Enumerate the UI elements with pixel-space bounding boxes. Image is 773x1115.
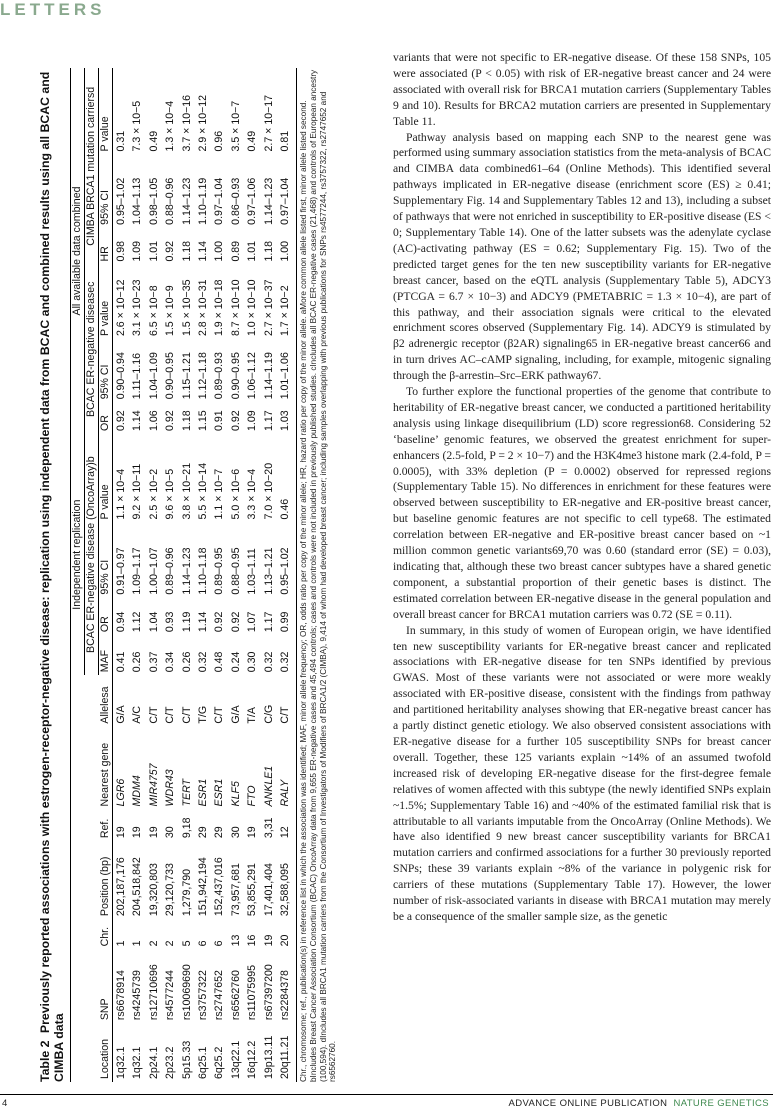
table-cell: 16q12.2 [246, 1040, 259, 1079]
page-footer [0, 1098, 773, 1112]
column-header: HR [99, 228, 113, 265]
table-cell: 0.24 [229, 651, 242, 673]
table-cell: 0.96 [213, 130, 226, 152]
table-cell: 1.00 [279, 240, 292, 262]
table-cell: 2.7 × 10−37 [262, 279, 275, 337]
table-cell: 0.92 [164, 410, 177, 431]
table-cell: 0.99 [279, 611, 292, 633]
table-cell: rs3757322 [197, 970, 210, 1021]
table-body [113, 68, 294, 1082]
group-independent: Independent replication [71, 434, 85, 675]
column-header: Chr. [99, 919, 113, 949]
table-cell: 0.32 [279, 651, 292, 673]
table-cell: C/T [279, 706, 292, 724]
table-cell: 73,957,681 [229, 863, 242, 917]
table-cell: 0.41 [115, 651, 127, 673]
table-cell: 0.90–0.94 [115, 352, 127, 400]
table-cell: ESR1 [197, 778, 210, 807]
column-header-row [99, 68, 113, 1082]
table-cell: 1.00 [213, 240, 226, 262]
table-cell: 0.89–0.95 [213, 547, 226, 595]
table-cell: rs4577244 [164, 970, 177, 1021]
table-cell: C/T [180, 706, 193, 724]
column-header: 95% CI [99, 339, 113, 402]
table-cell: 1.11–1.16 [131, 352, 144, 400]
table-cell: 6.5 × 10−8 [147, 285, 160, 337]
table-cell: 0.32 [262, 651, 275, 673]
table-cell: rs67397200 [262, 964, 275, 1021]
table-cell: 0.97–1.04 [213, 177, 226, 225]
table-cell: 7.0 × 10−20 [262, 462, 275, 520]
rotated-table [30, 60, 380, 1090]
table-cell: 1.5 × 10−35 [180, 279, 193, 337]
table-cell: 13q22.1 [229, 1040, 242, 1079]
table-cell: rs6678914 [115, 970, 127, 1021]
table-cell: 1.06–1.12 [246, 352, 259, 400]
table-cell: 1.1 × 10−7 [213, 468, 226, 520]
page-header [0, 0, 773, 22]
table-cell: 1.04–1.09 [147, 352, 160, 400]
table-cell: 1.15 [197, 410, 210, 431]
table-cell: 1.00–1.07 [147, 547, 160, 595]
table-cell: 1.7 × 10−2 [279, 285, 292, 337]
section-label: LETTERS [0, 0, 106, 19]
table-cell: 1.14 [197, 611, 210, 633]
table-cell: FTO [246, 785, 259, 807]
table-cell: C/G [262, 704, 275, 724]
table-cell: 1.14 [197, 240, 210, 262]
table-cell: 19,320,803 [147, 863, 160, 917]
table-cell: TERT [180, 778, 193, 807]
table-row [162, 68, 178, 1082]
table-cell: 1.18 [262, 240, 275, 262]
table-cell: C/T [213, 706, 226, 724]
table-cell: 2p23.2 [164, 1046, 177, 1079]
table-cell: 0.93 [164, 611, 177, 633]
table-cell: ANKLE1 [262, 765, 275, 807]
table-cell: 1.9 × 10−18 [213, 279, 226, 337]
table-cell: 1.14–1.23 [180, 547, 193, 595]
table-cell: 0.92 [229, 410, 242, 431]
table-cell: 1.03–1.11 [246, 548, 259, 595]
table-cell: 9.2 × 10−11 [131, 463, 144, 520]
table-cell: 1.10–1.18 [197, 547, 210, 595]
table-cell: 151,942,194 [197, 857, 210, 917]
table-cell: RALY [279, 779, 292, 807]
table-row [129, 68, 145, 1082]
table-row [113, 68, 130, 1082]
table-cell: 0.91 [213, 410, 226, 431]
table-cell: 1.04–1.13 [131, 177, 144, 225]
table-cell: 6 [197, 940, 210, 947]
table-cell: 19 [262, 934, 275, 947]
table-cell: rs2284378 [279, 970, 292, 1021]
table-cell: G/A [115, 705, 127, 724]
table-cell: rs11075995 [246, 965, 259, 1021]
table-cell: 1.14 [131, 410, 144, 431]
table-cell: 1.03 [279, 410, 292, 431]
table-cell: 20 [279, 934, 292, 947]
table-cell: 0.97–1.04 [279, 177, 292, 225]
table-cell: 1 [131, 940, 144, 947]
table-cell: 1.12 [131, 611, 144, 633]
sub-spacer [85, 675, 99, 1082]
table-cell: rs4245739 [131, 970, 144, 1021]
table-cell: 19 [246, 826, 259, 839]
table-cell: 3.5 × 10−7 [229, 100, 242, 152]
table-cell: 29,120,733 [164, 863, 177, 917]
table-region [30, 60, 380, 1090]
footer-publication [509, 1098, 769, 1109]
table-cell: 0.92 [213, 611, 226, 633]
table-cell: 2.5 × 10−2 [147, 468, 160, 520]
column-header: Position (bp) [99, 841, 113, 919]
footer-rule [0, 1094, 773, 1095]
table-cell: 0.95–1.02 [115, 177, 127, 225]
table-cell: 3.3 × 10−4 [246, 468, 259, 520]
table-cell: 1.14–1.19 [262, 352, 275, 400]
table-cell: 0.91–0.97 [115, 547, 127, 595]
body-text-column [393, 50, 771, 925]
table-cell: 3,31 [262, 817, 275, 839]
table-cell: 202,187,176 [115, 857, 127, 917]
group-spacer [71, 675, 85, 1082]
table-cell: 1.01 [246, 240, 259, 262]
table-cell: 0.89–0.93 [213, 352, 226, 400]
page-number: 4 [2, 1098, 8, 1109]
paragraph-2: Pathway analysis based on mapping each SNP to the nearest gene was performed using summary association statistics from the meta-analysis of BCAC and CIMBA data combined61–64 (Online Methods). This identified several pathways implicated in ER-negative disease (enrichment score (ES) ≥ 0.41; Supplementary Fig. 14 and Supplementary Tables 12 and 13), including a subset of pathways that were not enriched in susceptibility to ER-positive disease (ES < 0; Supplementary Table 14). One of the latter subsets was the adenylate cyclase (AC)-activating pathway (ES = 0.62; Supplementary Fig. 15). Two of the predicted target genes for the ten new susceptibility variants for ER-negative breast cancer, based on the eQTL analysis (Supplementary Table 5), ADCY3 (PTCGA = 6.7 × 10−3) and ADCY9 (PMETABRIC = 1.3 × 10−4), are part of this pathway, and their association signals were critical to the elevated enrichment scores observed (Supplementary Fig. 14). ADCY9 is stimulated by β2 adrenergic receptor (β2AR) signaling65 in ER-negative breast cancer66 and in turn drives AC–cAMP signaling, including, for example, mitogenic signaling through the β-arrestin–Src–ERK pathway67. [393, 130, 771, 383]
column-header: Allelesa [99, 675, 113, 726]
table-cell: 1.18 [180, 240, 193, 262]
table-cell: 3.7 × 10−16 [180, 94, 193, 152]
table-cell: 6q25.1 [197, 1046, 210, 1079]
table-cell: 0.95–1.02 [279, 547, 292, 595]
table-cell: 5.5 × 10−14 [197, 462, 210, 520]
table-cell: 0.88–0.96 [164, 177, 177, 225]
table-cell: 19 [147, 826, 160, 839]
table-footnote: Chr., chromosome; ref., publication(s) in reference list in which the association was identified; MAF, minor allele frequency; OR, odds ratio per copy of the minor allele; HR, hazard ratio per copy of the minor allele. aMore common allele listed first, minor allele listed second. bIncludes Breast Cancer Association Consortium (BCAC) OncoArray data from 9,655 ER-negative cases and 45,494 controls; cases and controls were not included in previously published studies. cIncludes all BCAC ER-negative cases (21,468) and controls of European ancestry (100,594). dIncludes all BRCA1 mutation carriers from the Consortium of Investigators of Modifiers of BRCA1/2 (CIMBA), 9,414 of whom had developed breast cancer; including samples overlapping with previous publications for SNPs rs4577244, rs3757322, rs2747652 and rs6562760. [296, 68, 337, 1082]
column-header: Location [99, 1023, 113, 1082]
table-cell: 0.26 [180, 651, 193, 673]
table-cell: 2.9 × 10−12 [197, 94, 210, 152]
table-cell: 29 [213, 826, 226, 839]
publication-label: ADVANCE ONLINE PUBLICATION [508, 1098, 668, 1109]
sub-header-row [85, 68, 99, 1082]
table-cell: 1.5 × 10−9 [164, 285, 177, 337]
table-cell: 2 [147, 940, 160, 947]
table-cell: 204,518,842 [131, 857, 144, 917]
table-cell: MIR4757 [147, 763, 160, 807]
table-cell: 1.14–1.23 [180, 177, 193, 225]
table-cell: 19 [131, 826, 144, 839]
table-cell: 30 [164, 826, 177, 839]
table-cell: 0.90–0.95 [229, 352, 242, 400]
table-cell: rs6562760 [229, 970, 242, 1021]
table-row [244, 68, 260, 1082]
table-cell: 8.7 × 10−10 [229, 279, 242, 337]
table-cell: 19p13.11 [262, 1035, 275, 1079]
sub-bcac-oncoarray: BCAC ER-negative disease (OncoArray)b [85, 434, 99, 675]
table-cell: 0.92 [164, 240, 177, 262]
table-cell: 1.12–1.18 [197, 352, 210, 400]
table-cell: 0.30 [246, 651, 259, 673]
table-cell: 0.48 [213, 651, 226, 673]
table-cell: 0.31 [115, 130, 127, 152]
table-cell: 0.94 [115, 611, 127, 633]
table-cell: 1.09 [246, 410, 259, 431]
table-cell: 1.06 [147, 410, 160, 431]
table-cell: 30 [229, 826, 242, 839]
table-caption [30, 60, 70, 1090]
table-cell: 1q32.1 [131, 1046, 144, 1079]
table-cell: 1.19 [180, 611, 193, 633]
group-header-row [71, 68, 85, 1082]
table-cell: WDR43 [164, 769, 177, 807]
table-cell: 1q32.1 [115, 1046, 127, 1079]
column-header: P value [99, 265, 113, 339]
table-cell: 0.49 [147, 130, 160, 152]
paragraph-4: In summary, in this study of women of European origin, we have identified ten new susceptibility variants for ER-negative breast cancer and replicated associations with ER-negative disease for ten SNPs identified by previous GWAS. Most of these variants were not associated or were more weakly associated with ER-positive disease, consistent with the findings from pathway and partitioned heritability analyses showing that ER-negative breast cancer has a partly distinct genetic etiology. We also observed consistent associations with ER-negative disease for a further 105 susceptibility SNPs for breast cancer overall. Together, these 125 variants explain ~14% of an assumed twofold increased risk of developing ER-negative disease for the first-degree female relatives of women affected with this subtype (the newly identified SNPs explain ~1.5%; Supplementary Table 16) and ~40% of the estimated familial risk that is attributable to all variants imputable from the OncoArray (Online Methods). We have also identified 9 new breast cancer susceptibility variants for BRCA1 mutation carriers and confirmed associations for a further 30 previously reported SNPs; these 39 variants explain ~8% of the variance in polygenic risk for carriers of these mutations (Supplementary Table 17). However, the lower number of risk-associated variants in disease with BRCA1 mutation may merely be a consequence of the smaller sample size, as the genetic [393, 623, 771, 923]
results-table [71, 68, 293, 1082]
column-header: MAF [99, 635, 113, 675]
table-cell: 3.1 × 10−23 [131, 279, 144, 337]
table-cell: 1 [115, 940, 127, 947]
table-cell: A/C [131, 705, 144, 724]
table-cell: 1.3 × 10−4 [164, 100, 177, 152]
table-cell: 152,437,016 [213, 857, 226, 917]
table-cell: 1.0 × 10−10 [246, 279, 259, 337]
table-cell: 1.1 × 10−4 [115, 468, 127, 520]
table-cell: 5 [180, 940, 193, 947]
table-cell: 9,18 [180, 817, 193, 839]
table-cell: 1.14–1.23 [262, 177, 275, 225]
table-cell: 6q25.2 [213, 1046, 226, 1079]
table-cell: 32,588,095 [279, 863, 292, 917]
table-cell: 0.32 [197, 651, 210, 673]
table-cell: 5p15.33 [180, 1040, 193, 1079]
table-cell: 1.18 [180, 410, 193, 431]
table-cell: 2p24.1 [147, 1046, 160, 1079]
column-header: 95% CI [99, 522, 113, 597]
table-cell: 1,279,790 [180, 868, 193, 917]
table-cell: 2.6 × 10−12 [115, 279, 127, 337]
table-cell: 1.17 [262, 410, 275, 431]
column-header: Nearest gene [99, 727, 113, 810]
group-all: All available data combined [71, 68, 85, 434]
table-cell: KLF5 [229, 781, 242, 807]
table-cell: 9.6 × 10−5 [164, 468, 177, 520]
table-cell: 29 [197, 826, 210, 839]
column-header: P value [99, 434, 113, 522]
table-cell: 0.26 [131, 651, 144, 673]
table-cell: 13 [229, 934, 242, 947]
table-cell: 12 [279, 826, 292, 839]
table-cell: 0.81 [279, 130, 292, 152]
table-cell: 0.37 [147, 651, 160, 673]
table-row [195, 68, 211, 1082]
table-cell: 7.3 × 10−5 [131, 100, 144, 152]
sub-bcac-er-negative: BCAC ER-negative diseasec [85, 265, 99, 434]
table-cell: 0.89–0.96 [164, 547, 177, 595]
table-cell: 0.90–0.95 [164, 352, 177, 400]
table-cell: 2 [164, 940, 177, 947]
table-cell: 0.46 [279, 498, 292, 520]
table-cell: 3.8 × 10−21 [180, 462, 193, 520]
table-label: Table 2 [38, 1040, 52, 1082]
table-cell: 2.8 × 10−31 [197, 279, 210, 337]
table-cell: 1.10–1.19 [197, 177, 210, 225]
table-cell: 0.97–1.06 [246, 177, 259, 225]
table-cell: 1.07 [246, 611, 259, 633]
table-cell: 0.86–0.93 [229, 177, 242, 225]
column-header: 95% CI [99, 154, 113, 227]
table-cell: 1.13–1.21 [262, 547, 275, 595]
table-row [146, 68, 162, 1082]
table-row [277, 68, 293, 1082]
table-cell: C/T [147, 706, 160, 724]
table-cell: rs10069690 [180, 964, 193, 1021]
table-cell: 1.01–1.06 [279, 352, 292, 400]
column-header: P value [99, 68, 113, 154]
table-cell: 1.15–1.21 [180, 352, 193, 400]
table-cell: 2.7 × 10−17 [262, 94, 275, 152]
table-cell: 1.17 [262, 611, 275, 633]
table-cell: 0.88–0.95 [229, 547, 242, 595]
table-cell: 1.09 [131, 240, 144, 262]
journal-name: NATURE GENETICS [673, 1098, 769, 1109]
table-title: Previously reported associations with estrogen-receptor-negative disease: replication using independent data from BCAC and combined results using all BCAC and CIMBA data [38, 71, 66, 1082]
table-cell: 0.98–1.05 [147, 177, 160, 225]
table-cell: 1.04 [147, 611, 160, 633]
table-cell: T/G [197, 705, 210, 724]
table-cell: 6 [213, 940, 226, 947]
table-cell: T/A [246, 707, 259, 724]
table-cell: 0.92 [115, 410, 127, 431]
column-header: SNP [99, 949, 113, 1023]
sub-cimba-brca1: CIMBA BRCA1 mutation carriersd [85, 68, 99, 265]
table-cell: MDM4 [131, 775, 144, 807]
paragraph-3: To further explore the functional properties of the genome that contribute to heritability of ER-negative breast cancer, we conducted a partitioned heritability analysis using linkage disequilibrium (LD) score regression68. Considering 52 ‘baseline’ genomic features, we observed the greatest enrichment for super-enhancers (2.5-fold, P = 2 × 10−7) and the H3K4me3 histone mark (2.4-fold, P = 0.0005), with 33% depletion (P = 0.0002) observed for repressed regions (Supplementary Table 15). No differences in enrichment for these features were observed between susceptibility to ER-negative and ER-positive breast cancer, but baseline genomic features are not specific to cell type68. The estimated correlation between ER-negative and ER-positive breast cancer based on ~1 million common genetic variants69,70 was 0.60 (standard error (SE) = 0.03), indicating that, although these two breast cancer subtypes have a shared genetic component, a substantial proportion of their genetic bases is distinct. The estimated correlation between ER-negative disease in the general population and overall breast cancer for BRCA1 mutation carriers was 0.72 (SE = 0.11). [393, 385, 771, 621]
table-cell: 16 [246, 934, 259, 947]
table-cell: 1.09–1.17 [131, 547, 144, 595]
table-cell: 0.92 [229, 611, 242, 633]
paragraph-1: variants that were not specific to ER-negative disease. Of these 158 SNPs, 105 were associated (P < 0.05) with risk of ER-negative breast cancer and 24 were associated with overall risk for BRCA1 mutation carriers (Supplementary Tables 9 and 10). Results for BRCA2 mutation carriers are presented in Supplementary Table 11. [393, 51, 771, 128]
table-cell: 5.0 × 10−6 [229, 468, 242, 520]
table-row [211, 68, 227, 1082]
table-cell: 0.98 [115, 240, 127, 262]
table-cell: 1.01 [147, 240, 160, 262]
table-row [261, 68, 277, 1082]
table-cell: 53,855,291 [246, 863, 259, 917]
column-header: Ref. [99, 809, 113, 841]
table-cell: G/A [229, 705, 242, 724]
column-header: OR [99, 402, 113, 434]
table-cell: 17,401,404 [262, 863, 275, 917]
table-cell: C/T [164, 706, 177, 724]
table-cell: LGR6 [115, 778, 127, 807]
column-header: OR [99, 598, 113, 636]
table-cell: ESR1 [213, 778, 226, 807]
table-row [228, 68, 244, 1082]
table-cell: 0.89 [229, 240, 242, 262]
table-cell: rs12710696 [147, 964, 160, 1021]
table-cell: 19 [115, 826, 127, 839]
table-cell: 20q11.21 [279, 1035, 292, 1079]
table-cell: rs2747652 [213, 970, 226, 1021]
table-cell: 0.34 [164, 651, 177, 673]
table-cell: 0.49 [246, 130, 259, 152]
table-row [179, 68, 195, 1082]
